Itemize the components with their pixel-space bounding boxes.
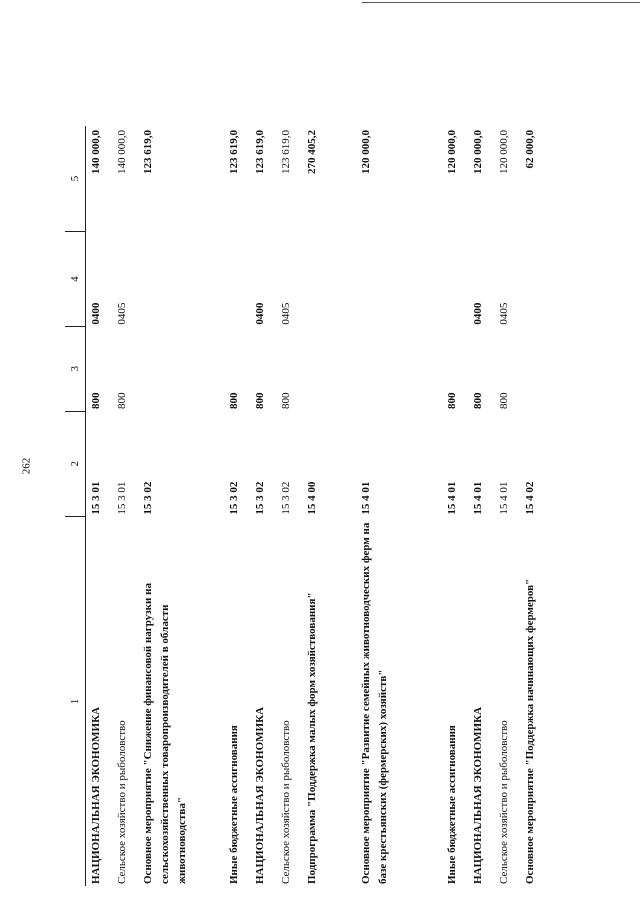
row-code: 15 3 02: [142, 481, 154, 515]
row-amount: 140 000,0: [90, 130, 102, 174]
row-name: Основное мероприятие "Развитие семейных животноводческих ферм на базе крестьянских (фермерских) хозяйств": [360, 522, 389, 884]
row-section: [356, 232, 442, 327]
row-amount: 123 619,0: [280, 130, 292, 174]
row-section: [302, 232, 356, 327]
row-code: 15 3 02: [254, 481, 266, 515]
column-header: 1: [65, 517, 86, 886]
row-ministry: 800: [472, 392, 484, 410]
row-name: Сельское хозяйство и рыболовство: [116, 720, 128, 884]
row-section: 0400: [90, 302, 102, 325]
row-amount: 123 619,0: [142, 130, 154, 174]
row-section: 0405: [116, 302, 128, 325]
row-section: 0405: [498, 302, 510, 325]
column-header: 5: [65, 126, 86, 232]
row-code: 15 4 01: [360, 481, 372, 515]
row-amount: 140 000,0: [116, 130, 128, 174]
table-row: [356, 126, 442, 886]
table-row: [138, 126, 224, 886]
table-row: [442, 126, 468, 886]
row-name: НАЦИОНАЛЬНАЯ ЭКОНОМИКА: [472, 706, 484, 884]
row-amount: 123 619,0: [228, 130, 240, 174]
column-header: 4: [65, 232, 86, 327]
row-ministry: 800: [446, 392, 458, 410]
row-amount: 123 619,0: [254, 130, 266, 174]
table-row: [86, 126, 113, 886]
row-section: [520, 232, 574, 327]
row-amount: 270 405,2: [306, 130, 318, 174]
row-name: Иные бюджетные ассигнования: [446, 725, 458, 884]
row-section: 0400: [472, 302, 484, 325]
row-section: [442, 232, 468, 327]
row-name: Сельское хозяйство и рыболовство: [498, 720, 510, 884]
table-row: [276, 126, 302, 886]
header-row: [65, 126, 86, 886]
table-row: [494, 126, 520, 886]
rotated-sheet: [65, 86, 565, 886]
row-ministry: 800: [280, 392, 292, 410]
row-ministry: 800: [498, 392, 510, 410]
row-code: 15 3 02: [280, 481, 292, 515]
row-ministry: 800: [116, 392, 128, 410]
row-name: НАЦИОНАЛЬНАЯ ЭКОНОМИКА: [90, 706, 102, 884]
row-name: Основное мероприятие "Снижение финансовой нагрузки на сельскохозяйственных товаропроизводителей в области животноводства": [142, 583, 188, 884]
row-code: 15 4 01: [498, 481, 510, 515]
row-section: 0400: [254, 302, 266, 325]
row-code: 15 4 01: [472, 481, 484, 515]
row-code: 15 4 00: [306, 481, 318, 515]
row-name: Иные бюджетные ассигнования: [228, 725, 240, 884]
table-row: [302, 126, 356, 886]
row-name: НАЦИОНАЛЬНАЯ ЭКОНОМИКА: [254, 706, 266, 884]
row-section: [138, 232, 224, 327]
table-row: [468, 126, 494, 886]
row-ministry: [302, 327, 356, 411]
row-code: 15 4 01: [446, 481, 458, 515]
row-code: 15 4 02: [524, 481, 536, 515]
column-header: 2: [65, 411, 86, 517]
row-amount: 62 000,0: [524, 130, 536, 169]
row-name: Подпрограмма "Поддержка малых форм хозяйствования": [306, 592, 318, 884]
top-rule: [362, 2, 640, 3]
row-ministry: 800: [254, 392, 266, 410]
row-name: Сельское хозяйство и рыболовство: [280, 720, 292, 884]
row-amount: 120 000,0: [472, 130, 484, 174]
row-ministry: [356, 327, 442, 411]
budget-table: [65, 126, 574, 886]
row-ministry: 800: [90, 392, 102, 410]
row-amount: 120 000,0: [360, 130, 372, 174]
row-amount: 120 000,0: [446, 130, 458, 174]
row-code: 15 3 01: [116, 481, 128, 515]
table-row: [250, 126, 276, 886]
row-ministry: 800: [228, 392, 240, 410]
table-row: [520, 126, 574, 886]
table-row: [112, 126, 138, 886]
row-name: Основное мероприятие "Поддержка начинающих фермеров": [524, 578, 536, 884]
page-number: 262: [20, 457, 33, 475]
row-section: [224, 232, 250, 327]
row-section: 0405: [280, 302, 292, 325]
row-ministry: [520, 327, 574, 411]
row-amount: 120 000,0: [498, 130, 510, 174]
row-code: 15 3 02: [228, 481, 240, 515]
row-ministry: [138, 327, 224, 411]
row-code: 15 3 01: [90, 481, 102, 515]
column-header: 3: [65, 327, 86, 411]
table-row: [224, 126, 250, 886]
